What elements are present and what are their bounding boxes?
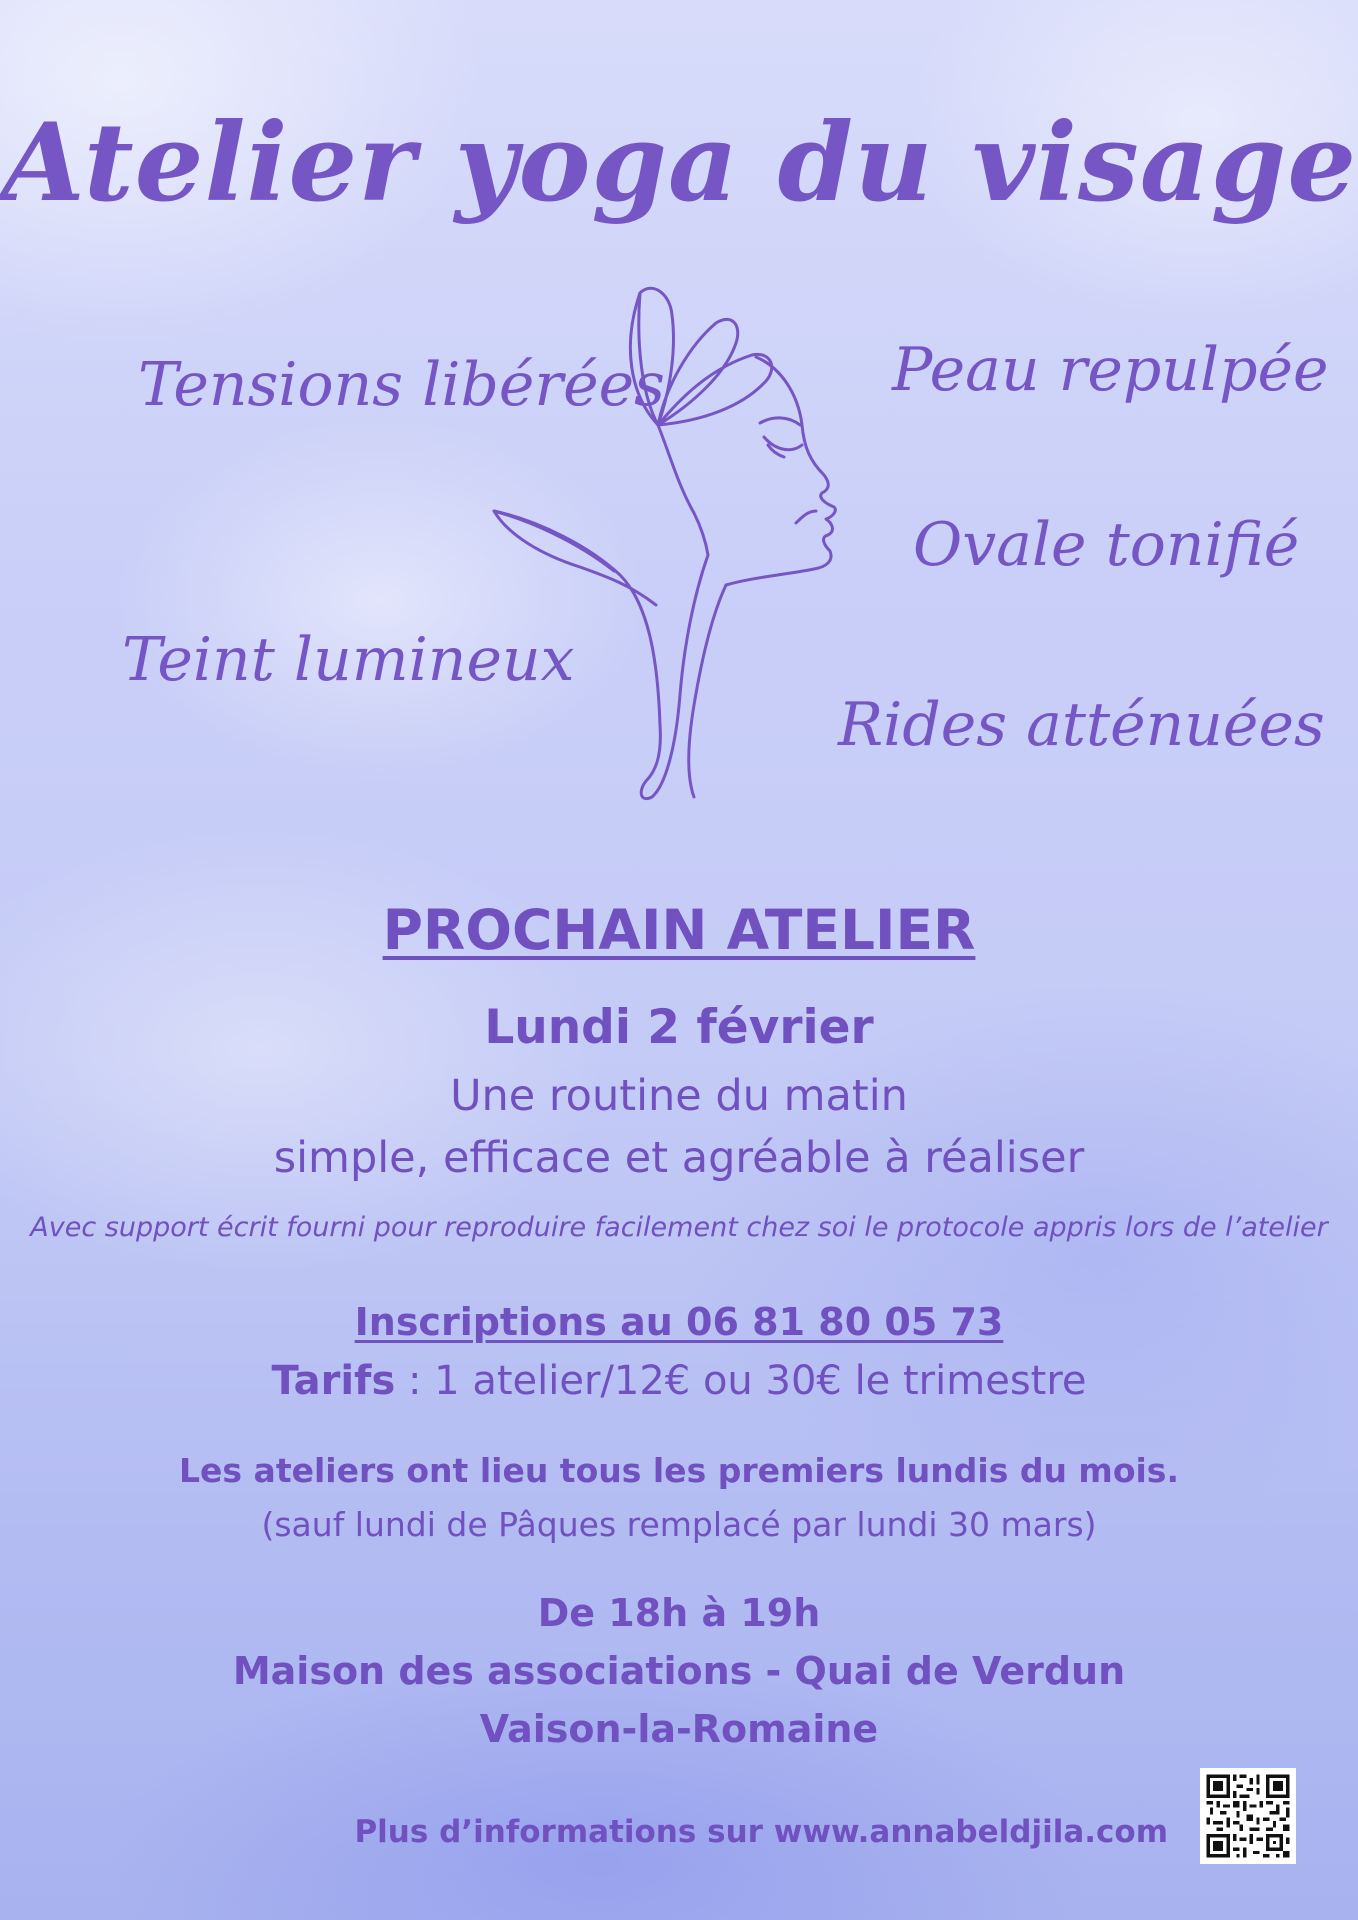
schedule-frequency: Les ateliers ont lieu tous les premiers lundis du mois. xyxy=(179,1451,1179,1490)
venue-line-2: Vaison-la-Romaine xyxy=(479,1707,879,1751)
benefit-rides: Rides atténuées xyxy=(838,690,1325,760)
face-line-art-icon xyxy=(480,285,900,805)
tarifs-label: Tarifs xyxy=(271,1358,396,1404)
poster-title: Atelier yoga du visage xyxy=(0,100,1358,226)
routine-line-1: Une routine du matin xyxy=(450,1071,908,1121)
venue-line-1: Maison des associations - Quai de Verdun xyxy=(232,1649,1126,1693)
qr-code-icon[interactable] xyxy=(1200,1768,1296,1864)
workshop-date: Lundi 2 février xyxy=(484,1000,874,1055)
support-note: Avec support écrit fourni pour reproduire facilement chez soi le protocole appris lors de l’atelier xyxy=(30,1212,1328,1243)
tarifs-value: : 1 atelier/12€ ou 30€ le trimestre xyxy=(395,1358,1087,1404)
benefit-ovale: Ovale tonifié xyxy=(913,510,1300,580)
tarifs-line xyxy=(0,1358,1358,1404)
website-link[interactable]: Plus d’informations sur www.annabeldjila.com xyxy=(354,1814,1168,1850)
benefit-peau: Peau repulpée xyxy=(892,335,1329,405)
benefit-tensions: Tensions libérées xyxy=(138,350,665,420)
benefit-teint: Teint lumineux xyxy=(122,625,575,695)
schedule-exception: (sauf lundi de Pâques remplacé par lundi 30 mars) xyxy=(261,1505,1097,1544)
inscriptions-phone[interactable]: Inscriptions au 06 81 80 05 73 xyxy=(354,1300,1004,1344)
next-workshop-heading: PROCHAIN ATELIER xyxy=(382,898,976,962)
routine-line-2: simple, efficace et agréable à réaliser xyxy=(273,1133,1085,1183)
schedule-hours: De 18h à 19h xyxy=(537,1591,821,1635)
